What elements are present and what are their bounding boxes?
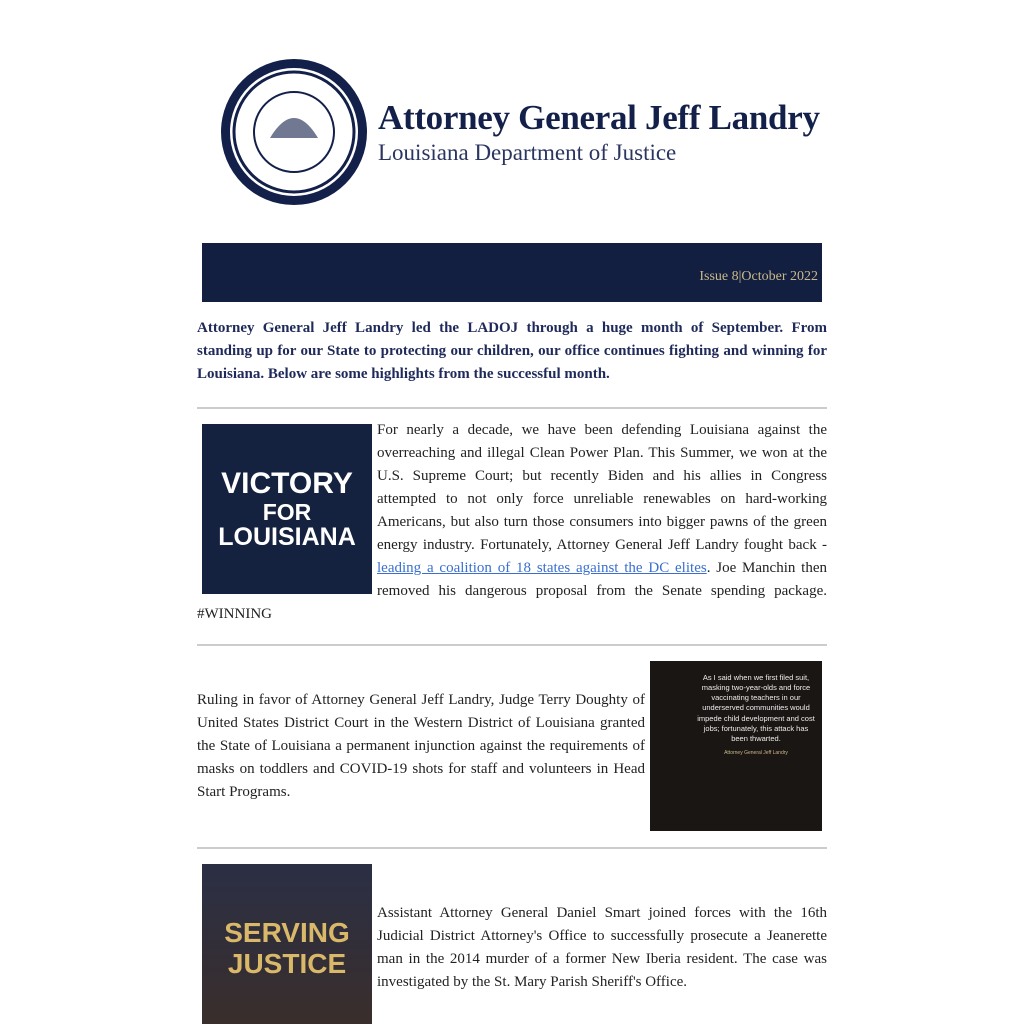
article-clean-power [197, 419, 827, 626]
article-text: For nearly a decade, we have been defending Louisiana against the overreaching and illegal Clean Power Plan. This Summer, we won at the U.S. Supreme Court; but recently Biden and his allies in Congress attempted to not only force unreliable renewables on hard-working Americans, but also turn those consumers into bigger pawns of the green energy industry. Fortunately, Attorney General Jeff Landry fought back - [377, 422, 827, 553]
image-quote: As I said when we first filed suit, masking two-year-olds and force vaccinating teachers in our underserved communities would impede child development and cost jobs; fortunately, this attack has been thwarted. [697, 673, 815, 743]
coalition-link[interactable]: leading a coalition of 18 states against the DC elites [377, 560, 707, 576]
article-prosecution [197, 864, 827, 1024]
header-title: Attorney General Jeff Landry [378, 98, 820, 137]
article-head-start: Ruling in favor of Attorney General Jeff Landry, Judge Terry Doughty of United States District Court in the Western District of Louisiana granted the State of Louisiana a permanent injunction against the requirements of masks on toddlers and COVID-19 shots for staff and volunteers in Head Start Programs. [197, 692, 645, 800]
image-text: LOUISIANA [218, 522, 356, 551]
image-attribution: Attorney General Jeff Landry [724, 749, 788, 756]
header-subtitle: Louisiana Department of Justice [378, 140, 677, 165]
victory-image [202, 424, 372, 594]
header [220, 58, 820, 206]
intro-text: Attorney General Jeff Landry led the LADOJ through a huge month of September. From standing up for our State to protecting our children, our office continues fighting and winning for Louisiana. Below are some highlights from the successful month. [197, 320, 827, 382]
article-text: . Joe Manchin then removed his dangerous proposal from the Senate spending package. #WINNING [197, 560, 828, 622]
divider [197, 847, 827, 849]
doj-seal-logo [220, 58, 368, 206]
issue-banner [202, 243, 822, 302]
serving-justice-image [202, 864, 372, 1024]
issue-label: Issue 8|October 2022 [699, 269, 818, 284]
image-text: JUSTICE [227, 948, 347, 979]
image-text: FOR [262, 498, 312, 525]
image-text: VICTORY [221, 467, 353, 501]
divider [197, 644, 827, 646]
divider [197, 407, 827, 409]
landry-podium-image [650, 661, 822, 831]
image-text: SERVING [224, 917, 350, 949]
article-text: Assistant Attorney General Daniel Smart joined forces with the 16th Judicial District Attorney's Office to successfully prosecute a Jeanerette man in the 2014 murder of a former New Iberia resident. The case was investigated by the St. Mary Parish Sheriff's Office. [377, 905, 827, 990]
